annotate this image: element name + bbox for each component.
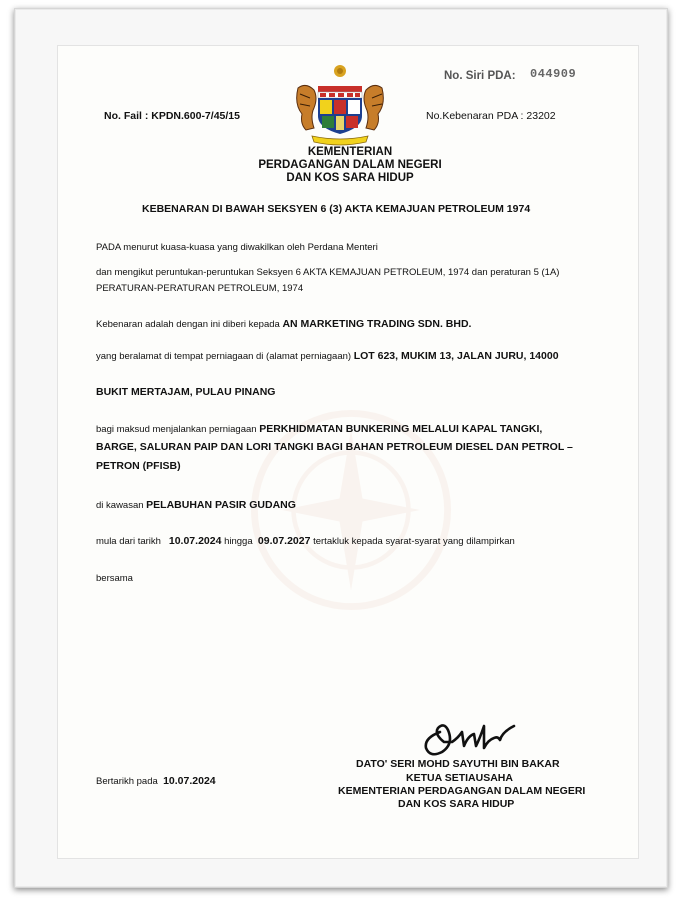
signatory-title-1: KETUA SETIAUSAHA bbox=[406, 772, 513, 784]
address-line bbox=[96, 350, 559, 363]
purpose-3: PETRON (PFISB) bbox=[96, 460, 181, 472]
together-word: bersama bbox=[96, 573, 133, 584]
from-prefix: mula dari tarikh bbox=[96, 536, 161, 547]
company-name: AN MARKETING TRADING SDN. BHD. bbox=[282, 318, 472, 330]
address-prefix: yang beralamat di tempat perniagaan di (alamat perniagaan) bbox=[96, 351, 352, 362]
grant-line bbox=[96, 318, 471, 331]
ministry-line-3: DAN KOS SARA HIDUP bbox=[286, 172, 414, 184]
signatory-title-3: DAN KOS SARA HIDUP bbox=[398, 798, 515, 810]
provision-line-1: dan mengikut peruntukan-peruntukan Seksyen 6 AKTA KEMAJUAN PETROLEUM, 1974 dan peraturan 5 (1A) bbox=[96, 267, 560, 278]
to-date: 09.07.2027 bbox=[257, 535, 311, 547]
ministry-line-2: PERDAGANGAN DALAM NEGERI bbox=[258, 159, 442, 171]
purpose-prefix: bagi maksud menjalankan perniagaan bbox=[96, 424, 257, 435]
validity-line bbox=[96, 535, 515, 548]
dated-date: 10.07.2024 bbox=[163, 775, 216, 787]
signatory-title-2: KEMENTERIAN PERDAGANGAN DALAM NEGERI bbox=[338, 785, 586, 797]
permit-number: No.Kebenaran PDA : 23202 bbox=[426, 110, 556, 122]
address-2: BUKIT MERTAJAM, PULAU PINANG bbox=[96, 386, 276, 398]
serial-number: 044909 bbox=[530, 67, 577, 81]
malaysia-coat-of-arms-icon bbox=[292, 64, 388, 148]
ministry-line-1: KEMENTERIAN bbox=[307, 146, 393, 158]
permit-title: KEBENARAN DI BAWAH SEKSYEN 6 (3) AKTA KEMAJUAN PETROLEUM 1974 bbox=[142, 203, 531, 215]
grant-prefix: Kebenaran adalah dengan ini diberi kepada bbox=[96, 319, 280, 330]
dated-line bbox=[96, 775, 216, 788]
file-number: No. Fail : KPDN.600-7/45/15 bbox=[104, 110, 240, 122]
from-date: 10.07.2024 bbox=[168, 535, 222, 547]
area-line bbox=[96, 499, 296, 512]
address-1: LOT 623, MUKIM 13, JALAN JURU, 14000 bbox=[353, 350, 559, 362]
signatory-name: DATO' SERI MOHD SAYUTHI BIN BAKAR bbox=[356, 758, 560, 770]
area-prefix: di kawasan bbox=[96, 500, 144, 511]
provision-line-2: PERATURAN-PERATURAN PETROLEUM, 1974 bbox=[96, 283, 304, 294]
authority-line: PADA menurut kuasa-kuasa yang diwakilkan oleh Perdana Menteri bbox=[96, 242, 378, 253]
purpose-line bbox=[96, 423, 542, 436]
signature-icon bbox=[418, 712, 518, 760]
serial-label: No. Siri PDA: bbox=[444, 70, 516, 82]
area-name: PELABUHAN PASIR GUDANG bbox=[146, 499, 296, 511]
conditions-text: tertakluk kepada syarat-syarat yang dilampirkan bbox=[313, 536, 515, 547]
purpose-1: PERKHIDMATAN BUNKERING MELALUI KAPAL TANGKI, bbox=[259, 423, 543, 435]
dated-prefix: Bertarikh pada bbox=[96, 776, 158, 787]
until-word: hingga bbox=[224, 536, 253, 547]
purpose-2: BARGE, SALURAN PAIP DAN LORI TANGKI BAGI BAHAN PETROLEUM DIESEL DAN PETROL – bbox=[96, 441, 573, 453]
